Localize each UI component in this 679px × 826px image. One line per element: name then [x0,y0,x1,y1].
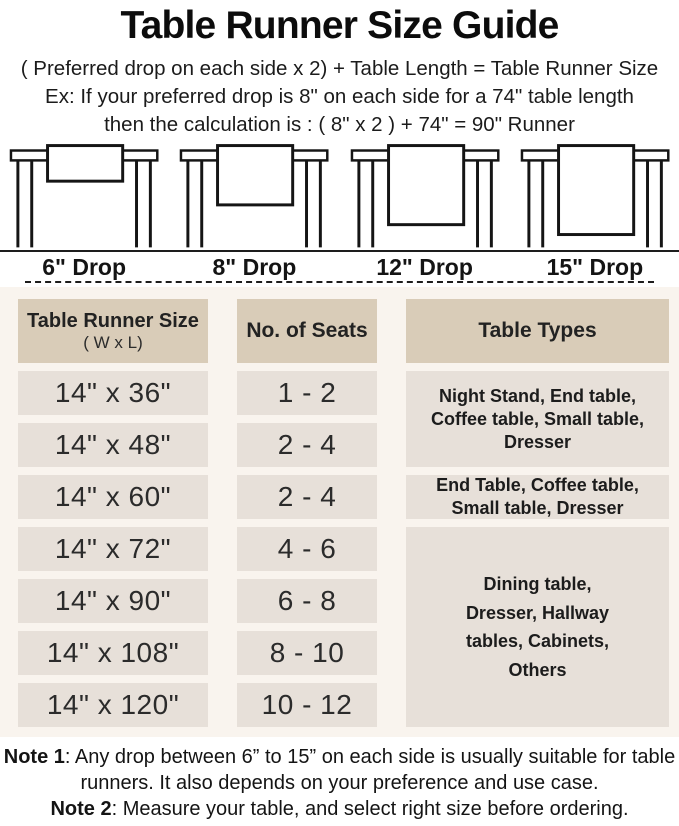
runner-size-cell: 14" x 60" [18,475,208,519]
drop-illustrations [0,138,679,250]
seats-cell: 1 - 2 [237,371,377,415]
seats-cell: 2 - 4 [237,475,377,519]
drop-label-12in: 12" Drop [376,253,473,280]
seats-cell: 4 - 6 [237,527,377,571]
size-table [18,299,669,727]
col-header-runner-size: Table Runner Size ( W x L) [18,299,208,363]
table-runner-drawing-icon [519,142,671,248]
drop-label-6in: 6" Drop [42,253,126,280]
footer-notes [0,744,679,822]
note-1: Note 1: Any drop between 6” to 15” on each side is usually suitable for table runners. It also depends on your preference and use case. [3,746,676,795]
seats-cell: 2 - 4 [237,423,377,467]
table-illustration-15in [519,142,671,250]
drop-labels [0,250,679,281]
drop-label-15in: 15" Drop [546,253,644,280]
example-text-line2: then the calculation is : ( 8" x 2 ) + 74" = 90" Runner [104,112,575,136]
seats-cell: 8 - 10 [237,631,377,675]
table-runner-drawing-icon [8,142,160,248]
drop-label-8in: 8" Drop [212,253,297,280]
runner-size-cell: 14" x 120" [18,683,208,727]
table-runner-drawing-icon [178,142,330,248]
example-text-line1: Ex: If your preferred drop is 8" on each side for a 74" table length [45,84,634,108]
page-title: Table Runner Size Guide [120,4,559,47]
col-header-seats: No. of Seats [237,299,377,363]
dashed-divider [25,281,654,283]
table-types-cell-large: Dining table, Dresser, Hallway tables, Cabinets, Others [406,527,669,727]
runner-size-cell: 14" x 108" [18,631,208,675]
runner-size-cell: 14" x 48" [18,423,208,467]
table-illustration-8in [178,142,330,250]
formula-text: ( Preferred drop on each side x 2) + Table Length = Table Runner Size [20,56,659,80]
size-table-section [0,287,679,737]
note-2: Note 2: Measure your table, and select right size before ordering. [50,798,629,821]
seats-cell: 6 - 8 [237,579,377,623]
table-illustration-6in [8,142,160,250]
runner-size-cell: 14" x 90" [18,579,208,623]
col-header-table-types: Table Types [406,299,669,363]
seats-cell: 10 - 12 [237,683,377,727]
table-illustration-12in [349,142,501,250]
table-types-cell-medium: End Table, Coffee table, Small table, Dresser [406,475,669,519]
runner-size-cell: 14" x 36" [18,371,208,415]
guide-header [0,0,679,138]
runner-size-cell: 14" x 72" [18,527,208,571]
table-runner-drawing-icon [349,142,501,248]
table-types-cell-small: Night Stand, End table, Coffee table, Small table, Dresser [406,371,669,467]
